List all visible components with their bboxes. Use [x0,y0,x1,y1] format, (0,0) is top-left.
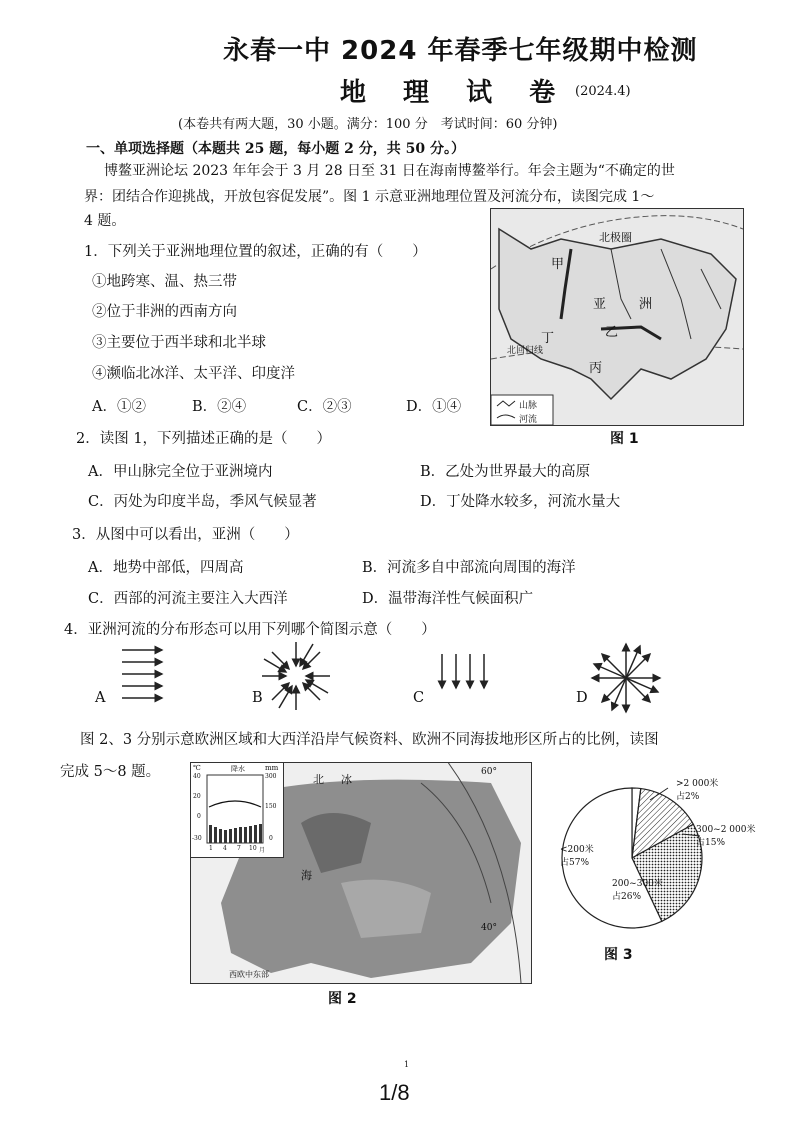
exam-title: 永春一中 2024 年春季七年级期中检测 [223,36,698,66]
section-heading: 一、单项选择题（本题共 25 题，每小题 2 分，共 50 分。） [86,141,465,157]
exam-subtitle: 地 理 试 卷 [340,78,570,108]
climate-tick-right: 0 [269,835,273,842]
fig1-label: 北回归线 [507,346,544,356]
climate-month: 10 [249,845,257,852]
page-number: 1/8 [379,1080,410,1105]
pie-label-300-2000: 300~2 000米 占15% [696,825,756,848]
q3-option-c[interactable]: C．西部的河流主要注入大西洋 [88,591,288,607]
q1-item: ③主要位于西半球和北半球 [92,335,266,351]
pie-label-200-300: 200~300米 占26% [612,879,663,902]
q4-diagram-b[interactable] [256,636,336,716]
climate-month: 4 [223,845,227,852]
q1-option-c[interactable]: C．②③ [297,399,352,415]
fig2-label: 西欧中东部 [229,970,269,979]
climate-month: 月 [259,847,266,854]
pie-label-gt2000: >2 000米 占2% [676,779,719,802]
fig1-label: 甲 [551,257,565,272]
intro2-line-2: 完成 5～8 题。 [60,764,161,780]
q2-stem: 2．读图 1，下列描述正确的是（ ） [76,431,332,447]
intro-line-3: 4 题。 [84,213,126,229]
climate-unit-mm: mm [265,764,279,772]
q1-item: ④濒临北冰洋、太平洋、印度洋 [92,366,295,382]
q1-item: ②位于非洲的西南方向 [92,304,237,320]
small-page-mark: 1 [404,1060,410,1069]
q4-label-b: B [252,690,263,706]
climate-tick-left: 40 [193,773,201,780]
q1-option-d[interactable]: D．①④ [406,399,462,415]
q4-diagram-c[interactable] [436,652,496,694]
climate-tick-left: 0 [197,813,201,820]
climate-tick-right: 300 [265,773,277,780]
q3-option-a[interactable]: A．地势中部低，四周高 [88,560,244,576]
intro-line-1: 博鳌亚洲论坛 2023 年年会于 3 月 28 日至 31 日在海南博鳌举行。年会主题为“不确定的世 [104,163,675,179]
q4-diagram-a[interactable] [118,644,168,704]
q2-option-b[interactable]: B．乙处为世界最大的高原 [420,464,591,480]
figure-1-caption: 图 1 [610,431,639,447]
climate-unit-temp: ℃ [193,764,201,772]
q4-label-a: A [95,690,106,706]
q2-option-d[interactable]: D．丁处降水较多，河流水量大 [420,494,621,510]
climate-tick-left: -30 [192,835,202,842]
fig2-label: 海 [301,869,312,882]
fig2-label: 北 [313,773,324,786]
fig1-legend: 山脉 [519,401,538,411]
fig1-label: 乙 [605,325,619,340]
q3-option-b[interactable]: B．河流多自中部流向周围的海洋 [362,560,576,576]
climate-tick-right: 150 [265,803,277,810]
climate-unit-precip: 降水 [231,765,245,773]
q2-option-a[interactable]: A．甲山脉完全位于亚洲境内 [88,464,273,480]
intro-line-2: 界：团结合作迎挑战，开放包容促发展”。图 1 示意亚洲地理位置及河流分布，读图完成 1～ [84,189,655,205]
q2-option-c[interactable]: C．丙处为印度半岛，季风气候显著 [88,494,317,510]
pie-label-lt200: <200米 占57% [560,845,594,868]
q1-item: ①地跨寒、温、热三带 [92,274,237,290]
fig1-label: 洲 [639,297,653,312]
fig1-legend: 河流 [519,415,538,425]
fig2-label: 60° [481,767,497,777]
climate-inset [191,763,284,858]
climate-month: 7 [237,845,241,852]
climate-tick-left: 20 [193,793,201,800]
figure-3-caption: 图 3 [604,947,633,963]
exam-info: (本卷共有两大题，30 小题。满分：100 分 考试时间：60 分钟) [178,117,558,132]
figure-2-caption: 图 2 [328,991,357,1007]
fig1-label: 丙 [589,361,603,376]
figure-2-europe-map [190,762,532,984]
figure-1-asia-map [490,208,744,426]
fig1-label: 北极圈 [599,231,632,244]
q1-option-b[interactable]: B．②④ [192,399,247,415]
exam-date: (2024.4) [575,84,631,99]
fig1-label: 丁 [541,331,555,346]
climate-month: 1 [209,845,213,852]
fig1-label: 亚 [593,297,607,312]
fig2-label: 40° [481,923,497,933]
q4-label-c: C [413,690,425,706]
q4-stem: 4．亚洲河流的分布形态可以用下列哪个简图示意（ ） [64,622,436,638]
q1-option-a[interactable]: A．①② [92,399,146,415]
intro2-line-1: 图 2、3 分别示意欧洲区域和大西洋沿岸气候资料、欧洲不同海拔地形区所占的比例，读图 [80,732,659,748]
q3-stem: 3．从图中可以看出，亚洲（ ） [72,527,299,543]
q3-option-d[interactable]: D．温带海洋性气候面积广 [362,591,534,607]
q1-stem: 1．下列关于亚洲地理位置的叙述，正确的有（ ） [84,244,427,260]
fig2-label: 冰 [341,773,352,786]
q4-label-d: D [576,690,588,706]
q4-diagram-d[interactable] [588,640,664,716]
